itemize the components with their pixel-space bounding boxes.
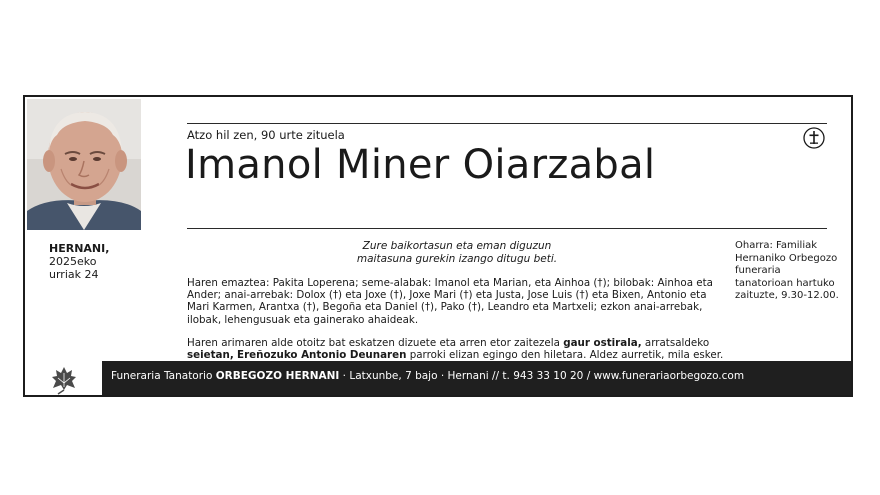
place-date: urriak 24 xyxy=(49,268,99,281)
footer-contact: Funeraria Tanatorio ORBEGOZO HERNANI · Latxunbe, 7 bajo · Hernani // t. 943 33 10 20 / www.funerariaorbegozo.com xyxy=(111,370,745,382)
cross-icon xyxy=(803,127,825,149)
place-year: 2025eko xyxy=(49,255,97,268)
quote-line-1: Zure baikortasun eta eman diguzun xyxy=(362,240,552,252)
footer-bar xyxy=(25,361,851,395)
middle-divider xyxy=(187,228,827,229)
leaf-logo-icon xyxy=(25,361,102,395)
portrait-photo xyxy=(27,99,141,230)
top-divider xyxy=(187,123,827,124)
date-place xyxy=(49,242,109,281)
quote-line-2: maitasuna gurekin izango ditugu beti. xyxy=(356,253,558,265)
deceased-name: Imanol Miner Oiarzabal xyxy=(185,142,656,188)
memorial-quote xyxy=(187,240,727,266)
place-city: HERNANI, xyxy=(49,242,110,255)
family-note: Oharra: Familiak Hernaniko Orbegozo funeraria tanatorioan hartuko zaituzte, 9.30-12.00. xyxy=(735,240,839,301)
death-subtitle: Atzo hil zen, 90 urte zituela xyxy=(187,128,345,142)
obituary-card xyxy=(23,95,853,397)
relatives-text: Haren emaztea: Pakita Loperena; seme-alabak: Imanol eta Marian, eta Ainhoa (†); bilobak: Ainhoa eta Ander; anai-arrebak: Dolox (†) eta Joxe (†), Joxe Mari (†) eta Justa, Jose Luis (†) eta Bixen, Antonio eta Mari Karmen, Arantxa (†), Begoña eta Daniel (†), Pako (†), Leandro eta Martxeli; ezkon anai-arrebak, ilobak, lehengusuak eta gainerako ahaideak. xyxy=(187,277,713,326)
funeral-invitation: Haren arimaren alde otoitz bat eskatzen dizuete eta arren etor zaitezela gaur ostirala, arratsaldeko seietan, Ereñozuko Antonio Deunaren parroki elizan egingo den hiletara. Aldez aurretik, mila esker. xyxy=(187,337,724,362)
